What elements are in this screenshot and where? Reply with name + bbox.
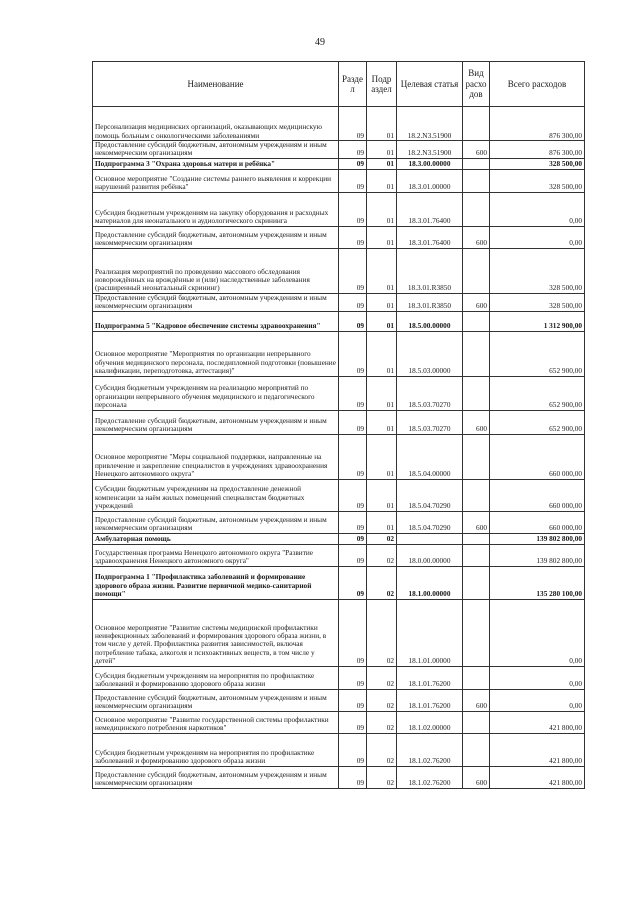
cell-expense-type: 600 [463,226,490,248]
cell-article: 18.3.01.76400 [397,192,463,226]
cell-total: 876 300,00 [490,107,585,141]
cell-name: Основное мероприятие "Развитие государственной системы профилактики немедицинского потребления наркотиков" [93,711,339,733]
cell-subsection: 01 [367,293,397,311]
table-row [93,533,585,544]
cell-article: 18.5.04.70290 [397,511,463,533]
cell-total: 139 802 800,00 [490,533,585,544]
cell-article: 18.3.01.R3850 [397,248,463,293]
table-row [93,248,585,293]
cell-subsection: 01 [367,434,397,479]
cell-article: 18.1.01.76200 [397,689,463,711]
header-expense-type: Вид расхо дов [463,62,490,107]
cell-total: 139 802 800,00 [490,544,585,566]
cell-subsection: 01 [367,331,397,376]
cell-total: 660 000,00 [490,434,585,479]
cell-subsection: 02 [367,711,397,733]
cell-article: 18.5.03.00000 [397,331,463,376]
cell-expense-type [463,479,490,511]
cell-section: 09 [339,599,367,666]
table-row [93,141,585,159]
cell-section: 09 [339,689,367,711]
cell-total: 328 500,00 [490,158,585,169]
cell-article: 18.3.00.00000 [397,158,463,169]
cell-total: 1 312 900,00 [490,311,585,331]
cell-expense-type: 600 [463,689,490,711]
cell-total: 0,00 [490,689,585,711]
cell-name: Основное мероприятие "Мероприятия по организации непрерывного обучения медицинского персонала, последипломной подготовки (повышение квалификации, переподготовка, аттестация)" [93,331,339,376]
cell-section: 09 [339,711,367,733]
cell-name: Основное мероприятие "Развитие системы медицинской профилактики неинфекционных заболеваний и формирования здорового образа жизни, в том числе у детей. Профилактика развития зависимостей, включая потребление табака, алкоголя и психоактивных веществ, в том числе у детей" [93,599,339,666]
table-row [93,479,585,511]
cell-name: Субсидия бюджетным учреждениям на мероприятия по профилактике заболеваний и формированию здорового образа жизни [93,733,339,766]
table-row [93,311,585,331]
cell-section: 09 [339,226,367,248]
cell-name: Субсидии бюджетным учреждениям на предоставление денежной компенсации за наём жилых помещений специалистам бюджетных учреждений [93,479,339,511]
table-body [93,107,585,789]
cell-subsection: 01 [367,376,397,410]
header-article: Целевая статья [397,62,463,107]
cell-name: Предоставление субсидий бюджетным, автономным учреждениям и иным некоммерческим организациям [93,141,339,159]
cell-subsection: 01 [367,192,397,226]
cell-name: Реализация мероприятий по проведению массового обследования новорождённых на врождённые и (или) наследственные заболевания (расширенный неонатальный скрининг) [93,248,339,293]
cell-article: 18.1.02.76200 [397,733,463,766]
cell-expense-type: 600 [463,511,490,533]
cell-section: 09 [339,666,367,689]
table-row [93,158,585,169]
cell-subsection: 01 [367,169,397,192]
cell-total: 328 500,00 [490,169,585,192]
cell-total: 0,00 [490,192,585,226]
table-row [93,192,585,226]
cell-expense-type [463,533,490,544]
table-row [93,293,585,311]
cell-total: 652 900,00 [490,410,585,434]
table-row [93,226,585,248]
cell-section: 09 [339,107,367,141]
cell-name: Субсидия бюджетным учреждениям на закупку оборудования и расходных материалов для неонатального и аудиологического скрининга [93,192,339,226]
cell-total: 421 800,00 [490,711,585,733]
table-row [93,169,585,192]
cell-expense-type [463,158,490,169]
cell-article: 18.5.03.70270 [397,376,463,410]
header-name: Наименование [93,62,339,107]
cell-total: 421 800,00 [490,733,585,766]
cell-expense-type [463,107,490,141]
cell-subsection: 02 [367,599,397,666]
cell-section: 09 [339,248,367,293]
cell-expense-type [463,248,490,293]
cell-name: Государственная программа Ненецкого автономного округа "Развитие здравоохранения Ненецкого автономного округа" [93,544,339,566]
cell-article [397,533,463,544]
cell-name: Предоставление субсидий бюджетным, автономным учреждениям и иным некоммерческим организациям [93,226,339,248]
cell-subsection: 01 [367,511,397,533]
header-subsection: Подр аздел [367,62,397,107]
cell-expense-type: 600 [463,293,490,311]
cell-section: 09 [339,376,367,410]
cell-article: 18.5.04.70290 [397,479,463,511]
cell-expense-type [463,331,490,376]
table-row [93,410,585,434]
cell-name: Основное мероприятие "Меры социальной поддержки, направленные на привлечение и закрепление специалистов в учреждениях здравоохранения Ненецкого автономного округа" [93,434,339,479]
cell-article: 18.1.01.00000 [397,599,463,666]
cell-subsection: 01 [367,248,397,293]
table-row [93,766,585,788]
cell-name: Субсидия бюджетным учреждениям на мероприятия по профилактике заболеваний и формированию здорового образа жизни [93,666,339,689]
cell-article: 18.5.04.00000 [397,434,463,479]
cell-name: Подпрограмма 1 "Профилактика заболеваний и формирование здорового образа жизни. Развитие первичной медико-санитарной помощи" [93,566,339,599]
cell-subsection: 01 [367,226,397,248]
cell-expense-type [463,192,490,226]
cell-article: 18.3.01.00000 [397,169,463,192]
budget-table [92,61,585,789]
cell-expense-type [463,711,490,733]
cell-total: 328 500,00 [490,248,585,293]
cell-total: 421 800,00 [490,766,585,788]
cell-section: 09 [339,158,367,169]
cell-expense-type [463,733,490,766]
cell-name: Субсидия бюджетным учреждениям на реализацию мероприятий по организации непрерывного обучения медицинского и педагогического персонала [93,376,339,410]
cell-subsection: 02 [367,733,397,766]
cell-name: Предоставление субсидий бюджетным, автономным учреждениям и иным некоммерческим организациям [93,293,339,311]
cell-subsection: 02 [367,689,397,711]
cell-total: 0,00 [490,666,585,689]
cell-article: 18.3.01.76400 [397,226,463,248]
cell-total: 135 280 100,00 [490,566,585,599]
table-row [93,511,585,533]
header-total: Всего расходов [490,62,585,107]
cell-total: 0,00 [490,226,585,248]
cell-section: 09 [339,511,367,533]
cell-name: Предоставление субсидий бюджетным, автономным учреждениям и иным некоммерческим организациям [93,511,339,533]
cell-article: 18.3.01.R3850 [397,293,463,311]
cell-article: 18.5.00.00000 [397,311,463,331]
cell-expense-type [463,666,490,689]
table-row [93,376,585,410]
cell-section: 09 [339,141,367,159]
cell-name: Персонализация медицинских организаций, оказывающих медицинскую помощь больным с онкологическими заболеваниями [93,107,339,141]
cell-name: Предоставление субсидий бюджетным, автономным учреждениям и иным некоммерческим организациям [93,689,339,711]
header-section: Разде л [339,62,367,107]
cell-expense-type [463,599,490,666]
cell-section: 09 [339,331,367,376]
cell-section: 09 [339,192,367,226]
table-row [93,566,585,599]
cell-article: 18.1.02.76200 [397,766,463,788]
cell-name: Основное мероприятие "Создание системы раннего выявления и коррекции нарушений развития ребёнка" [93,169,339,192]
cell-expense-type [463,434,490,479]
cell-subsection: 02 [367,566,397,599]
cell-section: 09 [339,533,367,544]
cell-total: 328 500,00 [490,293,585,311]
table-row [93,107,585,141]
table-row [93,711,585,733]
cell-expense-type [463,544,490,566]
cell-total: 0,00 [490,599,585,666]
cell-article: 18.2.N3.51900 [397,141,463,159]
table-row [93,666,585,689]
cell-total: 876 300,00 [490,141,585,159]
cell-subsection: 01 [367,141,397,159]
cell-expense-type [463,376,490,410]
cell-section: 09 [339,544,367,566]
cell-section: 09 [339,766,367,788]
cell-subsection: 02 [367,533,397,544]
cell-article: 18.5.03.70270 [397,410,463,434]
cell-name: Амбулаторная помощь [93,533,339,544]
cell-article: 18.2.N3.51900 [397,107,463,141]
cell-article: 18.1.01.76200 [397,666,463,689]
cell-article: 18.1.02.00000 [397,711,463,733]
cell-expense-type: 600 [463,141,490,159]
cell-subsection: 01 [367,107,397,141]
cell-expense-type [463,169,490,192]
cell-subsection: 02 [367,666,397,689]
cell-name: Предоставление субсидий бюджетным, автономным учреждениям и иным некоммерческим организациям [93,410,339,434]
table-row [93,331,585,376]
cell-total: 652 900,00 [490,376,585,410]
cell-article: 18.0.00.00000 [397,544,463,566]
cell-expense-type [463,311,490,331]
cell-name: Подпрограмма 5 "Кадровое обеспечение системы здравоохранения" [93,311,339,331]
table-row [93,434,585,479]
cell-section: 09 [339,311,367,331]
cell-total: 652 900,00 [490,331,585,376]
cell-expense-type: 600 [463,766,490,788]
cell-name: Подпрограмма 3 "Охрана здоровья матери и ребёнка" [93,158,339,169]
cell-section: 09 [339,434,367,479]
cell-subsection: 02 [367,766,397,788]
cell-article: 18.1.00.00000 [397,566,463,599]
cell-expense-type [463,566,490,599]
page-number: 49 [315,37,325,48]
cell-subsection: 02 [367,544,397,566]
table-row [93,599,585,666]
cell-section: 09 [339,410,367,434]
cell-expense-type: 600 [463,410,490,434]
cell-section: 09 [339,479,367,511]
cell-section: 09 [339,169,367,192]
cell-subsection: 01 [367,158,397,169]
cell-subsection: 01 [367,311,397,331]
table-header-row [93,62,585,107]
cell-section: 09 [339,733,367,766]
table-row [93,733,585,766]
cell-subsection: 01 [367,410,397,434]
cell-subsection: 01 [367,479,397,511]
cell-section: 09 [339,566,367,599]
cell-section: 09 [339,293,367,311]
table-row [93,544,585,566]
table-row [93,689,585,711]
cell-total: 660 000,00 [490,479,585,511]
cell-name: Предоставление субсидий бюджетным, автономным учреждениям и иным некоммерческим организациям [93,766,339,788]
cell-total: 660 000,00 [490,511,585,533]
